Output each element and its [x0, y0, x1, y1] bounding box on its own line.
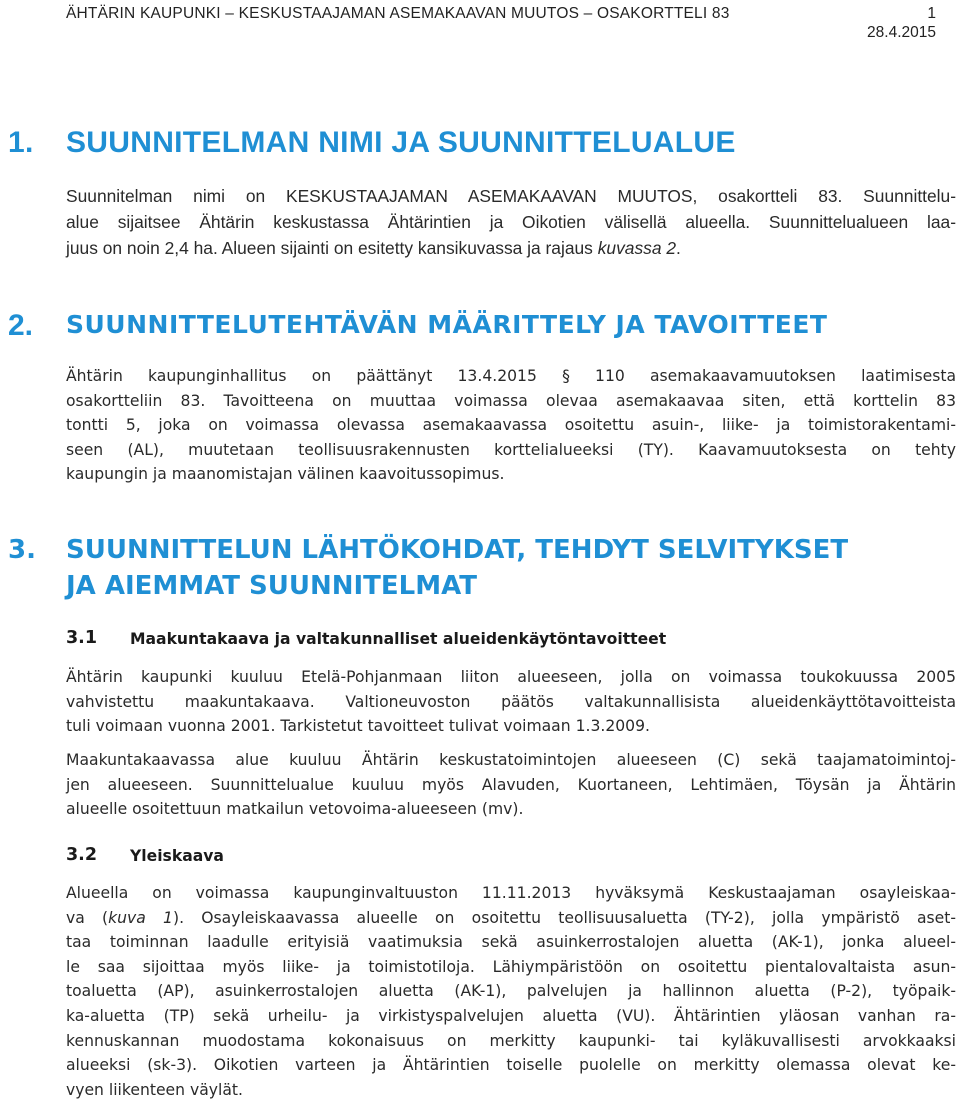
text-line: osakortteliin 83. Tavoitteena on muuttaa voimassa olevaa asemakaavaa siten, että korttelin 83 — [66, 391, 956, 410]
section-3-number: 3. — [8, 535, 36, 565]
subsection-3-1-heading: Maakuntakaava ja valtakunnalliset alueidenkäytöntavoitteet — [130, 630, 667, 648]
subsection-3-1-paragraph-1 — [66, 665, 956, 739]
section-1-number: 1. — [8, 126, 34, 159]
text-line: Maakuntakaavassa alue kuuluu Ähtärin keskustatoimintojen alueeseen (C) sekä taajamatoimintoj- — [66, 751, 956, 769]
text-line: vahvistettu maakuntakaava. Valtioneuvoston päätös valtakunnallisista alueidenkäyttötavoitteista — [66, 692, 956, 711]
text-line: alueelle osoitettuun matkailun vetovoima-alueeseen (mv). — [66, 800, 524, 819]
figure-reference: kuvassa 2 — [597, 238, 677, 259]
section-1-heading: SUUNNITELMAN NIMI JA SUUNNITTELUALUE — [66, 126, 736, 159]
section-2-number: 2. — [8, 309, 34, 342]
text-line: kennuskannan muodostama kokonaisuus on merkitty kaupunki- tai kyläkuvallisesti arvokkaaksi — [66, 1031, 956, 1050]
text-line: alue sijaitsee Ähtärin keskustassa Ähtärintien ja Oikotien välisellä alueella. Suunnittelualueen laa- — [66, 212, 956, 233]
text-line — [66, 235, 956, 261]
text-line: le saa sijoittaa myös liike- ja toimistotiloja. Lähiympäristöön on osoitettu pientalovaltaista asun- — [66, 957, 956, 976]
section-3-heading-line1: SUUNNITTELUN LÄHTÖKOHDAT, TEHDYT SELVITYKSET — [66, 535, 849, 565]
section-2-paragraph — [66, 364, 956, 487]
page-header-title: ÄHTÄRIN KAUPUNKI – KESKUSTAAJAMAN ASEMAKAAVAN MUUTOS – OSAKORTTELI 83 — [66, 5, 730, 22]
section-2-heading: SUUNNITTELUTEHTÄVÄN MÄÄRITTELY JA TAVOITTEET — [66, 310, 828, 339]
text-line: vyen liikenteen väylät. — [66, 1080, 243, 1099]
text-span: ). Osayleiskaavassa alueelle on osoitettu teollisuusaluetta (TY-2), jolla ympäristö aset- — [172, 908, 956, 927]
section-3-heading-line2: JA AIEMMAT SUUNNITELMAT — [66, 571, 477, 601]
text-line — [66, 364, 956, 389]
text-span: Ähtärin kaupunginhallitus on päättänyt 13.4.2015 — [66, 367, 563, 385]
text-line — [66, 906, 956, 931]
subsection-3-2-heading: Yleiskaava — [130, 847, 224, 865]
text-line: taa toiminnan laadulle erityisiä vaatimuksia sekä asuinkerrostalojen aluetta (AK-1), jonka alueel- — [66, 933, 956, 952]
text-line: kaupungin ja maanomistajan välinen kaavoitussopimus. — [66, 465, 505, 484]
text-line: toaluetta (AP), asuinkerrostalojen aluetta (AK-1), palvelujen ja hallinnon aluetta (P-2), työpaik- — [66, 982, 956, 1001]
subsection-3-2-paragraph — [66, 881, 956, 1102]
page-date: 28.4.2015 — [867, 24, 936, 41]
text-line: tontti 5, joka on voimassa olevassa asemakaavassa osoitettu asuin-, liike- ja toimistorakentami- — [66, 416, 956, 435]
text-span: 110 asemakaavamuutoksen laatimisesta — [595, 367, 956, 385]
subsection-3-1-paragraph-2 — [66, 748, 956, 822]
subsection-3-1-number: 3.1 — [66, 628, 98, 648]
figure-reference: kuva 1 — [108, 908, 173, 927]
text-line: Ähtärin kaupunki kuuluu Etelä-Pohjanmaan liiton alueeseen, jolla on voimassa toukokuussa 2005 — [66, 668, 956, 686]
section-1-paragraph — [66, 183, 956, 262]
text-span: juus on noin 2,4 ha. Alueen sijainti on esitetty kansikuvassa ja rajaus — [66, 238, 598, 259]
page-number: 1 — [927, 5, 936, 22]
section-symbol: § — [562, 367, 570, 385]
text-span: va ( — [66, 908, 109, 927]
text-line: Suunnitelman nimi on KESKUSTAAJAMAN ASEMAKAAVAN MUUTOS, osakortteli 83. Suunnittelu- — [66, 186, 956, 206]
text-line: seen (AL), muutetaan teollisuusrakennusten korttelialueeksi (TY). Kaavamuutoksesta on tehty — [66, 440, 956, 459]
text-line: alueeksi (sk-3). Oikotien varteen ja Ähtärintien toiselle puolelle on merkitty olemassa olevat ke- — [66, 1056, 956, 1075]
text-line: jen alueeseen. Suunnittelualue kuuluu myös Alavuden, Kuortaneen, Lehtimäen, Töysän ja Ähtärin — [66, 775, 956, 794]
subsection-3-2-number: 3.2 — [66, 845, 98, 865]
text-line: tuli voimaan vuonna 2001. Tarkistetut tavoitteet tulivat voimaan 1.3.2009. — [66, 717, 650, 736]
text-line: Alueella on voimassa kaupunginvaltuuston 11.11.2013 hyväksymä Keskustaajaman osayleiskaa- — [66, 884, 956, 902]
text-span: . — [676, 238, 681, 259]
text-line: ka-aluetta (TP) sekä urheilu- ja virkistyspalvelujen aluetta (VU). Ähtärintien yläosan vanhan ra- — [66, 1006, 956, 1025]
